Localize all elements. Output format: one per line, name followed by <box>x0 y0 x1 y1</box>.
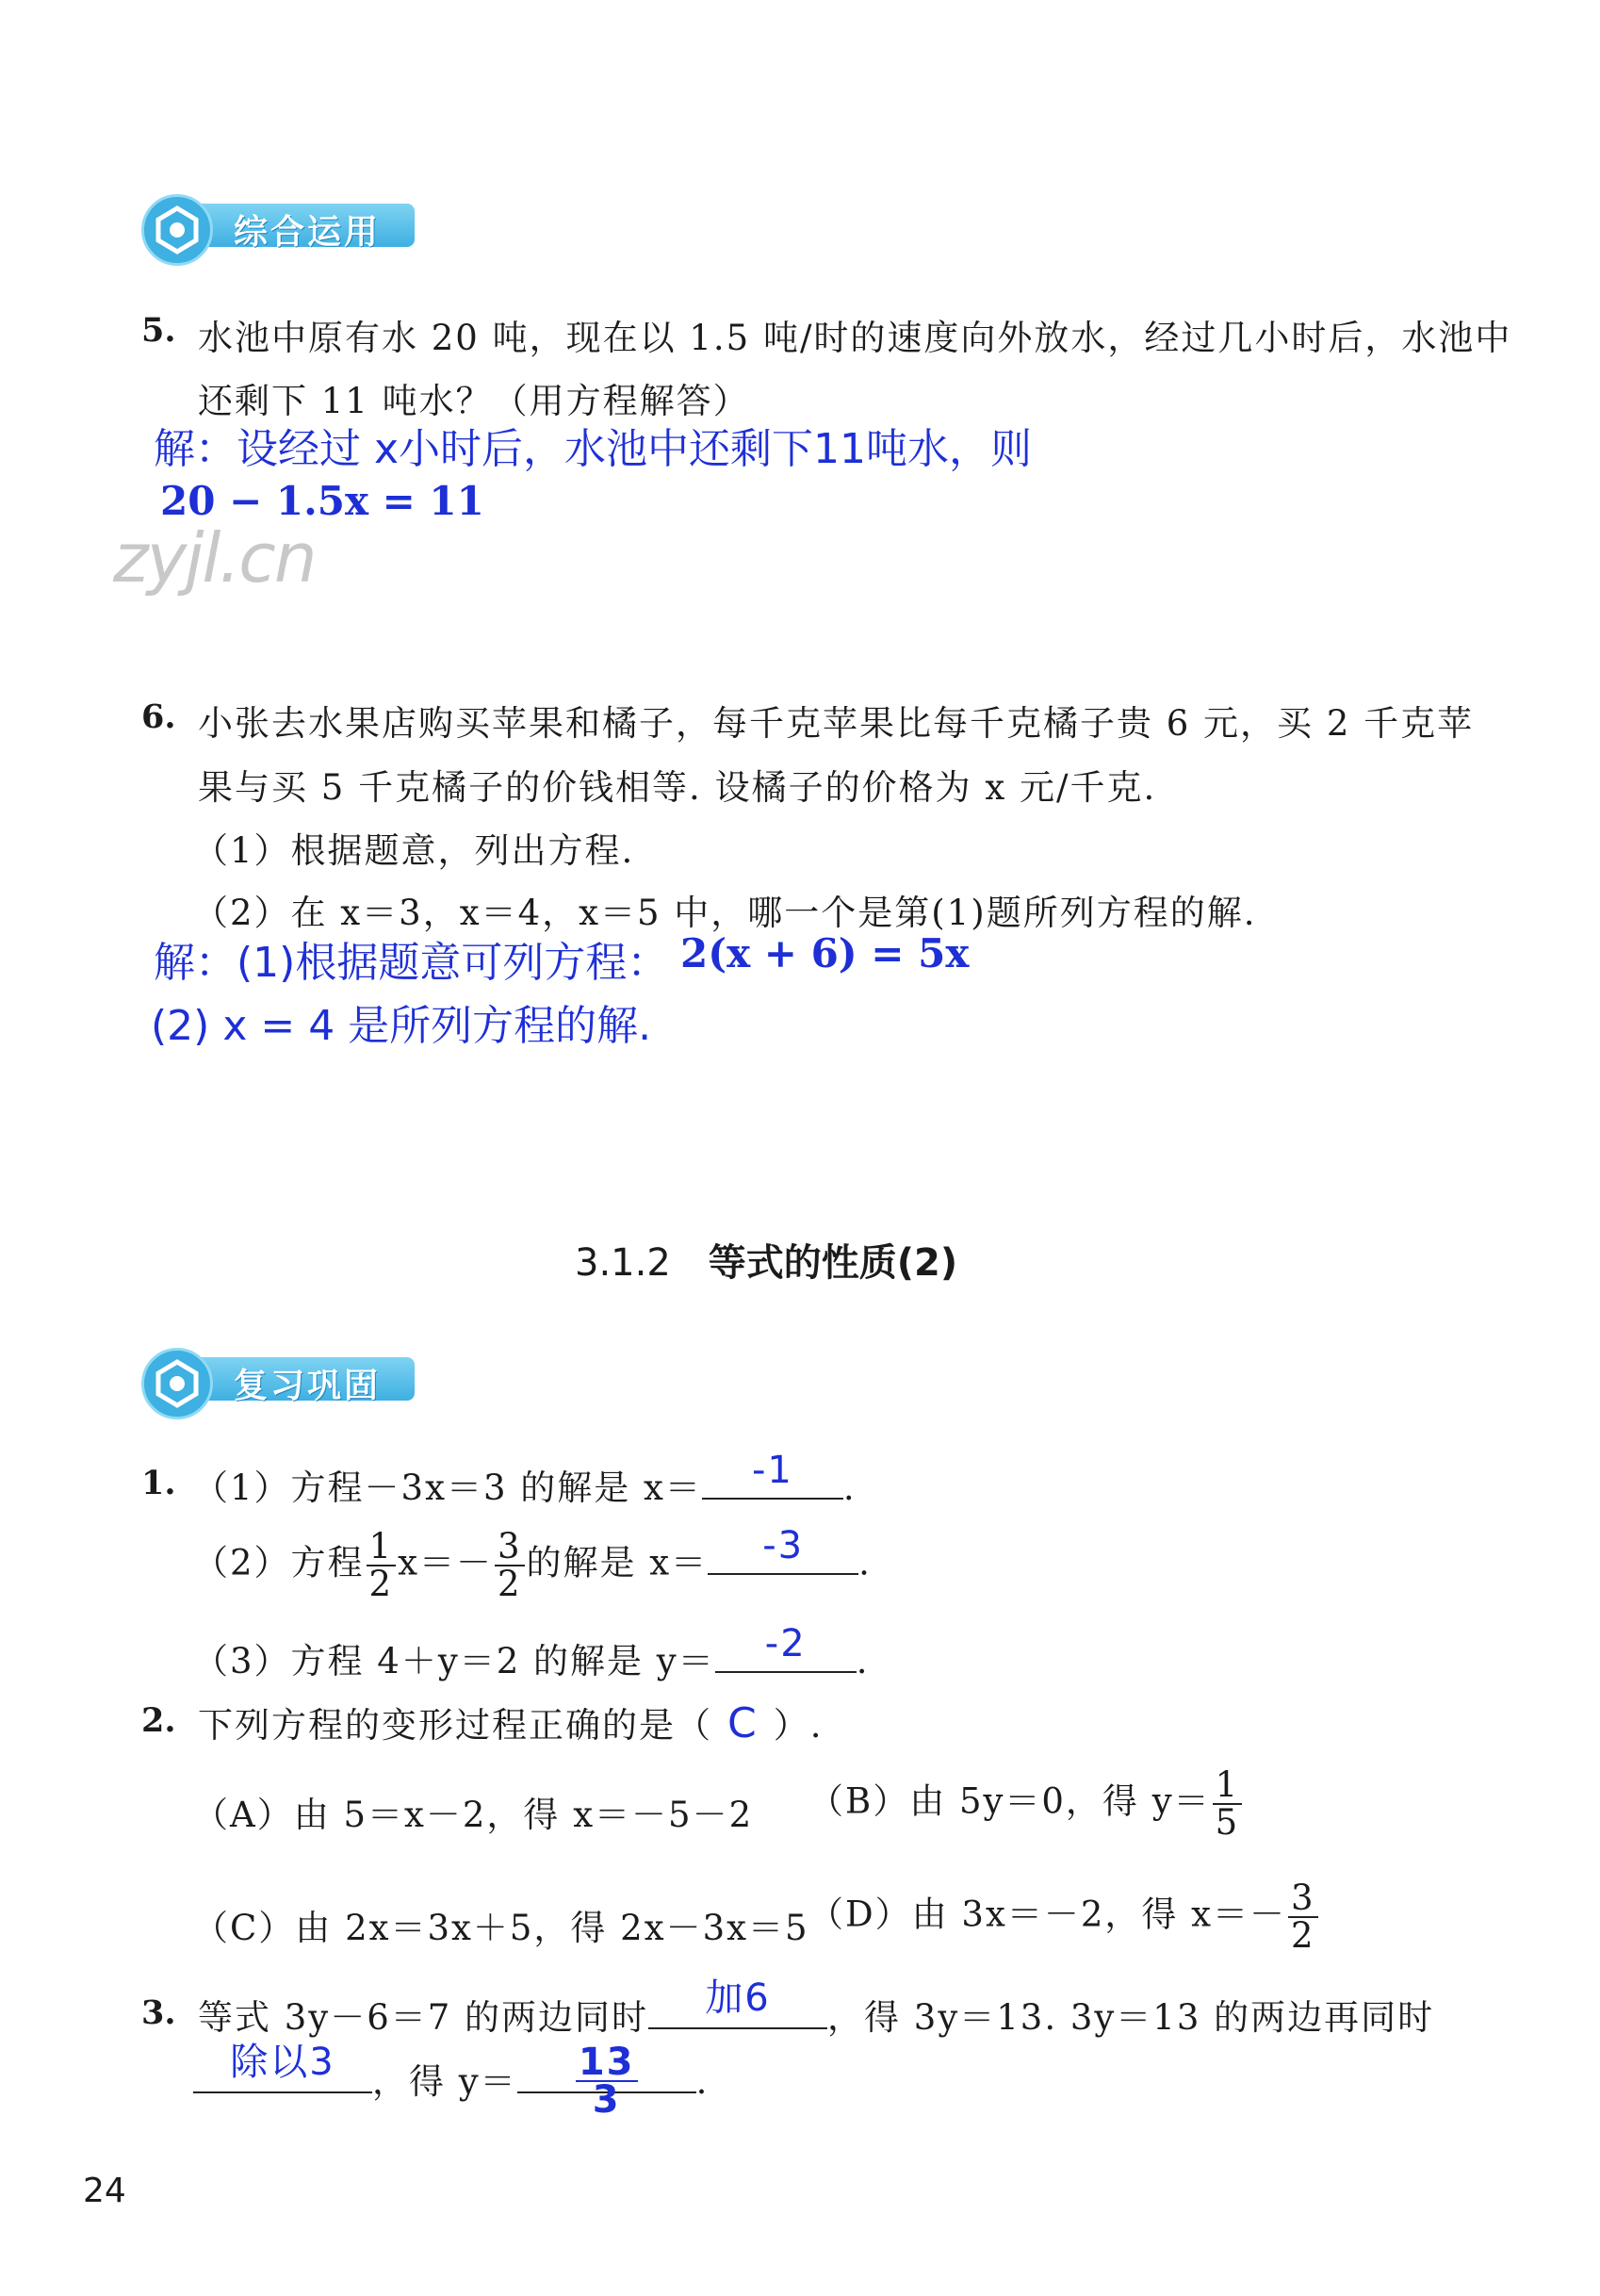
answer-blank <box>517 2041 696 2122</box>
question-3-line-2-mid: ，得 y＝ <box>372 2061 517 2102</box>
question-1-part-1-text: （1）方程－3x＝3 的解是 x＝ <box>193 1468 702 1508</box>
question-5-answer-2: 20 − 1.5x = 11 <box>160 478 484 524</box>
question-2-number: 2. <box>141 1701 176 1740</box>
question-3-line-1 <box>198 1976 1435 2040</box>
fraction-three-halves <box>495 1526 525 1604</box>
question-1-part-2-pre: （2）方程 <box>193 1542 365 1583</box>
denominator: 2 <box>497 1564 522 1604</box>
question-2-answer: C <box>727 1699 759 1747</box>
question-2-stem-pre: 下列方程的变形过程正确的是（ <box>198 1705 712 1746</box>
lesson-title <box>575 1233 957 1287</box>
answer-fill: -2 <box>764 1622 807 1665</box>
answer-fill: -3 <box>762 1523 805 1567</box>
period: . <box>856 1641 870 1681</box>
question-6-answer-1-equation: 2(x + 6) = 5x <box>680 930 970 976</box>
fraction-one-fifth <box>1213 1764 1243 1843</box>
period: . <box>842 1468 857 1508</box>
numerator: 3 <box>1288 1880 1318 1918</box>
camera-shutter-icon <box>141 1348 213 1419</box>
question-2-stem <box>198 1697 824 1747</box>
section-banner-comprehensive <box>141 194 424 254</box>
question-6-sub-2: （2）在 x＝3，x＝4，x＝5 中，哪一个是第(1)题所列方程的解. <box>193 893 1257 933</box>
question-1-part-2-post: 的解是 x＝ <box>526 1542 709 1583</box>
answer-blank <box>715 1622 857 1673</box>
question-6-line-2: 果与买 5 千克橘子的价钱相等. 设橘子的价格为 x 元/千克. <box>198 767 1157 808</box>
banner-pill <box>190 1357 415 1405</box>
option-b <box>808 1764 1244 1843</box>
question-3-line-1-pre: 等式 3y－6＝7 的两边同时 <box>198 1997 649 2038</box>
option-b-text: （B）由 5y＝0，得 y＝ <box>808 1780 1211 1822</box>
answer-blank <box>193 2041 372 2093</box>
fraction-thirteen-thirds <box>576 2041 638 2122</box>
question-1-number: 1. <box>141 1464 176 1502</box>
lesson-heading: 等式的性质(2) <box>708 1241 958 1285</box>
banner-pill <box>190 204 415 252</box>
watermark: zyjl.cn <box>113 518 316 598</box>
question-5-number: 5. <box>141 311 176 350</box>
question-3-number: 3. <box>141 1993 176 2032</box>
numerator: 1 <box>1213 1767 1243 1805</box>
page-number: 24 <box>83 2172 126 2210</box>
lesson-number: 3.1.2 <box>575 1241 671 1285</box>
section-banner-review <box>141 1348 424 1408</box>
numerator: 3 <box>495 1529 525 1566</box>
question-6-number: 6. <box>141 697 176 736</box>
fraction-half <box>367 1526 397 1604</box>
question-1-part-2-mid: x＝－ <box>398 1542 493 1583</box>
question-1-part-3-text: （3）方程 4＋y＝2 的解是 y＝ <box>193 1641 715 1681</box>
question-1-part-1 <box>193 1449 857 1510</box>
denominator: 3 <box>592 2078 621 2122</box>
option-d <box>808 1880 1320 1954</box>
numerator: 1 <box>367 1529 397 1566</box>
question-6-answer-2: (2) x = 4 是所列方程的解. <box>151 1002 652 1050</box>
answer-blank <box>702 1449 843 1500</box>
period: . <box>695 2061 710 2102</box>
question-1-part-3 <box>193 1622 870 1683</box>
question-2-stem-post: ）. <box>773 1705 824 1746</box>
answer-blank <box>648 1976 827 2029</box>
numerator: 13 <box>576 2044 638 2082</box>
answer-blank <box>708 1523 858 1575</box>
answer-fraction <box>517 2041 696 2122</box>
banner-label: 综合运用 <box>234 213 382 252</box>
question-6-sub-1: （1）根据题意，列出方程. <box>193 830 635 871</box>
option-d-text: （D）由 3x＝－2，得 x＝－ <box>808 1894 1287 1935</box>
question-6-line-1: 小张去水果店购买苹果和橘子，每千克苹果比每千克橘子贵 6 元，买 2 千克苹 <box>198 703 1475 744</box>
denominator: 2 <box>1291 1915 1315 1956</box>
denominator: 5 <box>1215 1802 1240 1843</box>
question-5-line-2: 还剩下 11 吨水？（用方程解答） <box>198 381 750 421</box>
question-6-answer-1: 解：(1)根据题意可列方程： <box>154 939 669 987</box>
period: . <box>858 1542 872 1583</box>
fraction-three-halves <box>1288 1880 1318 1954</box>
answer-fill: 加6 <box>705 1976 771 2020</box>
banner-label: 复习巩固 <box>234 1367 382 1405</box>
question-3-line-1-post: ，得 3y＝13. 3y＝13 的两边再同时 <box>827 1997 1435 2038</box>
question-3-line-2 <box>193 2041 710 2122</box>
denominator: 2 <box>368 1564 394 1604</box>
question-5-line-1: 水池中原有水 20 吨，现在以 1.5 吨/时的速度向外放水，经过几小时后，水池中 <box>198 318 1512 358</box>
camera-shutter-icon <box>141 194 213 266</box>
answer-fill: -1 <box>751 1449 793 1492</box>
option-a: （A）由 5＝x－2，得 x＝－5－2 <box>193 1795 754 1835</box>
answer-fill: 除以3 <box>230 2041 335 2084</box>
option-c: （C）由 2x＝3x＋5，得 2x－3x＝5 <box>193 1908 809 1948</box>
question-1-part-2 <box>193 1523 872 1604</box>
question-5-answer-1: 解：设经过 x小时后，水池中还剩下11吨水，则 <box>154 425 1033 473</box>
